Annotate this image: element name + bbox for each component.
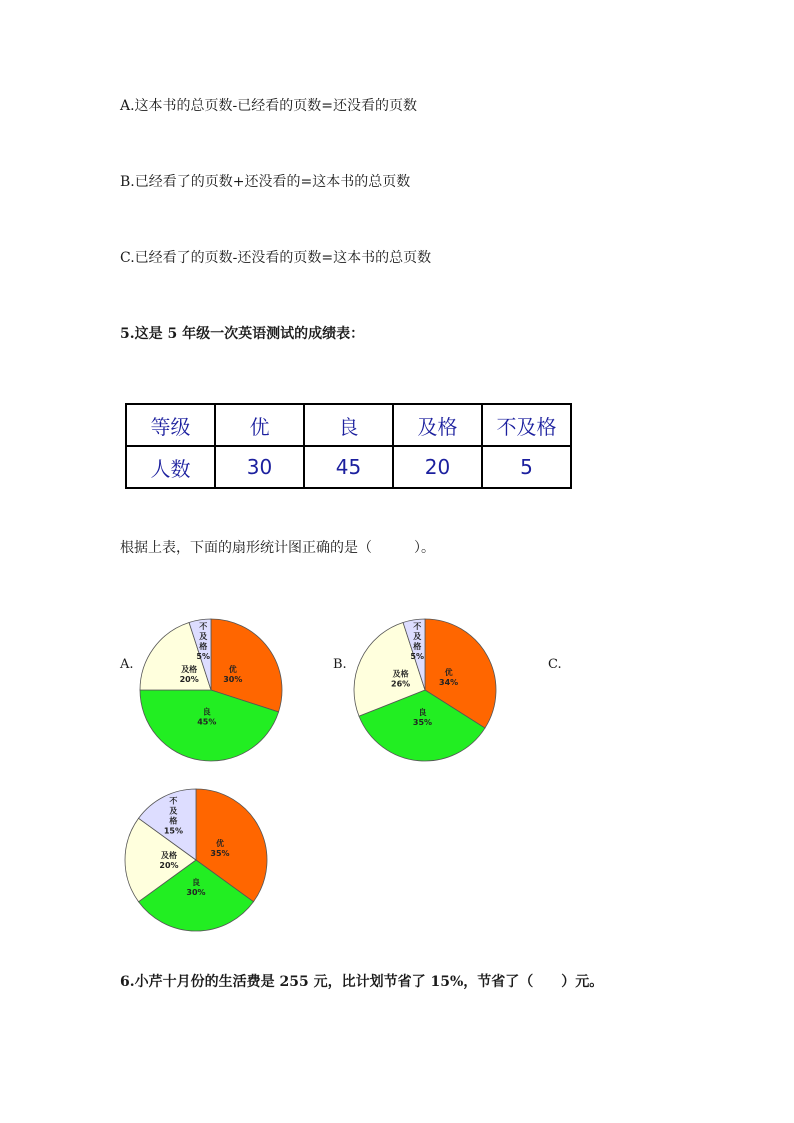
table-row: [126, 404, 571, 446]
pie-label-good: 良 45%: [197, 707, 217, 727]
option-c-text: C.已经看了的页数-还没看的页数=这本书的总页数: [120, 250, 432, 266]
grade-cell: 及格: [393, 404, 482, 446]
pie-label-fail: 不及格 15%: [163, 796, 183, 836]
option-a-label: A.: [120, 657, 134, 672]
pie-label-fail: 不及格 5%: [196, 621, 210, 661]
table-row-label: 人数: [126, 446, 215, 488]
grade-table: [125, 403, 572, 489]
pie-label-pass: 及格 26%: [391, 669, 411, 689]
grade-cell: 良: [304, 404, 393, 446]
pie-label-excellent: 优 34%: [439, 668, 459, 687]
pie-label-pass: 及格 20%: [159, 851, 179, 870]
option-b-label: B.: [333, 657, 347, 672]
table-header-label: 等级: [126, 404, 215, 446]
question-6: 6.小芹十月份的生活费是 255 元，比计划节省了 15%，节省了（ ）元。: [120, 974, 604, 990]
option-c-label: C.: [548, 657, 562, 672]
grade-cell: 不及格: [482, 404, 571, 446]
count-cell: 45: [304, 446, 393, 488]
question-prompt: 根据上表，下面的扇形统计图正确的是（ ）。: [120, 540, 435, 556]
pie-chart-c: [123, 787, 269, 933]
pie-label-good: 良 30%: [186, 878, 206, 897]
table-row: [126, 446, 571, 488]
pie-chart-b: [352, 617, 498, 763]
count-cell: 5: [482, 446, 571, 488]
pie-chart-a: [138, 617, 284, 763]
option-b-text: B.已经看了的页数+还没看的=这本书的总页数: [120, 174, 411, 190]
pie-label-excellent: 优 35%: [210, 838, 230, 858]
count-cell: 30: [215, 446, 304, 488]
pie-label-good: 良 35%: [412, 707, 433, 727]
pie-label-pass: 及格 20%: [179, 665, 199, 685]
option-a-text: A.这本书的总页数-已经看的页数=还没看的页数: [120, 98, 418, 114]
grade-cell: 优: [215, 404, 304, 446]
question-5: 5.这是 5 年级一次英语测试的成绩表：: [120, 326, 365, 342]
pie-label-fail: 不及格 5%: [410, 621, 424, 661]
pie-label-excellent: 优 30%: [223, 665, 243, 685]
count-cell: 20: [393, 446, 482, 488]
